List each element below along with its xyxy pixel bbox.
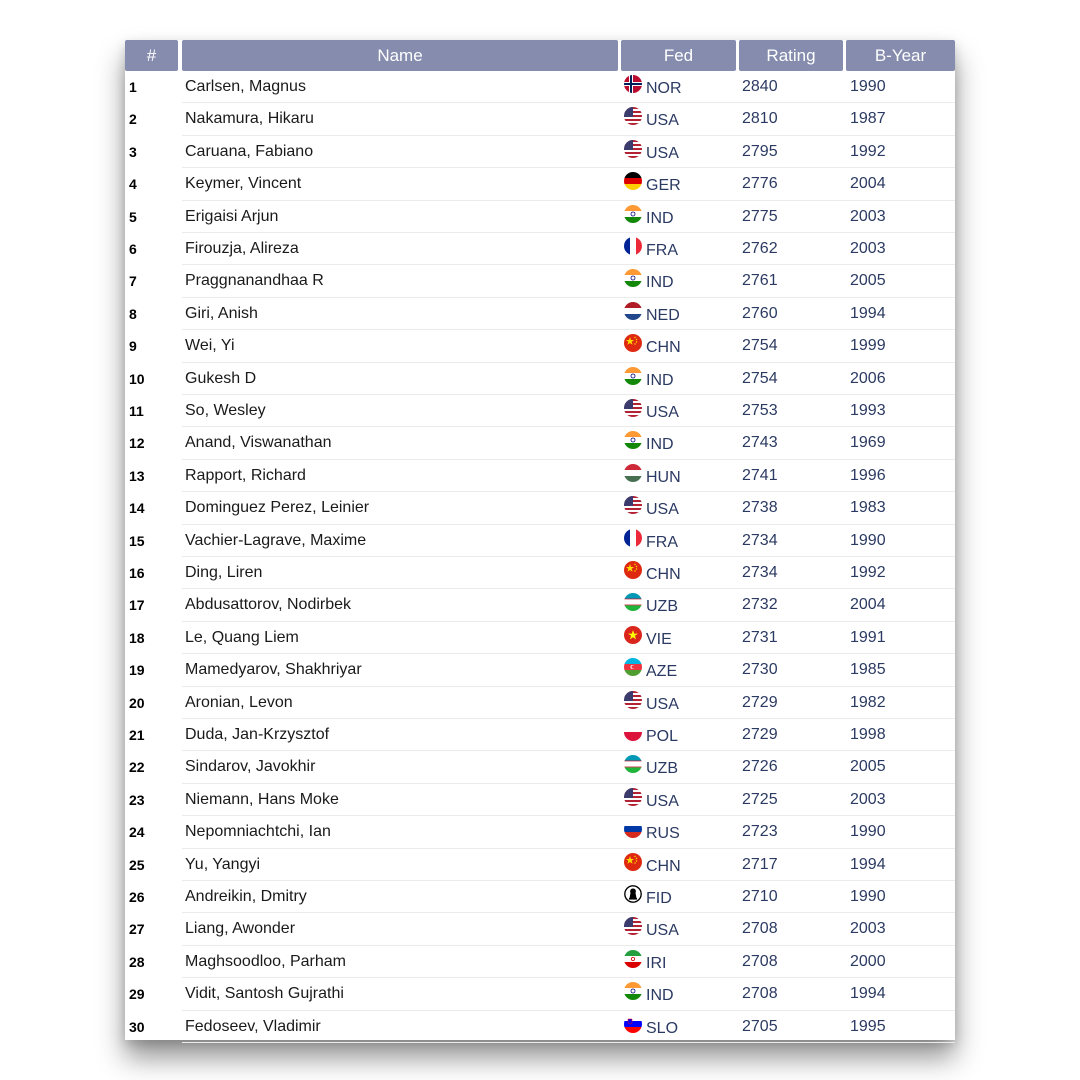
birth-year-cell: 2003	[850, 240, 886, 257]
birth-year-cell: 1982	[850, 693, 886, 711]
player-name[interactable]: Keymer, Vincent	[185, 175, 302, 193]
table-row[interactable]	[125, 849, 955, 881]
table-row[interactable]	[125, 395, 955, 427]
india-flag-icon	[624, 269, 642, 287]
rank-cell: 6	[129, 241, 137, 257]
rank-cell: 19	[129, 662, 145, 679]
player-name[interactable]: Giri, Anish	[185, 304, 258, 322]
federation-cell	[624, 622, 672, 654]
china-flag-icon	[624, 334, 642, 352]
player-name[interactable]: Liang, Awonder	[185, 920, 296, 938]
rank-cell: 29	[129, 986, 145, 1003]
player-name[interactable]: Ding, Liren	[185, 564, 263, 581]
federation-code: RUS	[646, 825, 680, 843]
china-flag-icon	[624, 853, 642, 871]
table-row[interactable]	[125, 71, 955, 103]
player-name[interactable]: Praggnanandhaa R	[185, 272, 324, 290]
usa-flag-icon	[624, 107, 642, 125]
germany-flag-icon	[624, 172, 642, 190]
rank-cell: 25	[129, 856, 145, 873]
table-row[interactable]	[125, 687, 955, 719]
table-row[interactable]	[125, 557, 955, 589]
birth-year-cell: 1999	[850, 337, 886, 355]
header-rating[interactable]: Rating	[739, 40, 843, 71]
birth-year-cell: 2000	[850, 952, 886, 970]
federation-cell	[624, 784, 679, 816]
player-name[interactable]: Yu, Yangyi	[185, 855, 261, 873]
player-name[interactable]: Nepomniachtchi, Ian	[185, 823, 331, 841]
federation-cell	[624, 913, 679, 945]
federation-cell	[624, 330, 681, 362]
rank-cell: 9	[129, 338, 137, 355]
rating-cell: 2762	[742, 240, 778, 257]
rating-cell: 2717	[742, 855, 778, 873]
table-row[interactable]	[125, 427, 955, 459]
birth-year-cell: 1985	[850, 661, 886, 679]
table-row[interactable]	[125, 784, 955, 816]
federation-cell	[624, 136, 679, 168]
usa-flag-icon	[624, 399, 642, 417]
federation-cell	[624, 946, 666, 978]
table-row[interactable]	[125, 168, 955, 200]
table-row[interactable]	[125, 622, 955, 654]
row-divider	[182, 1042, 955, 1043]
federation-cell	[624, 265, 674, 297]
table-row[interactable]	[125, 525, 955, 557]
rank-cell: 14	[129, 500, 145, 517]
federation-cell	[624, 654, 677, 686]
birth-year-cell: 2006	[850, 369, 886, 387]
player-name[interactable]: So, Wesley	[185, 402, 266, 419]
birth-year-cell: 1994	[850, 304, 886, 322]
rating-cell: 2754	[742, 337, 778, 355]
federation-code: UZB	[646, 760, 678, 778]
usa-flag-icon	[624, 788, 642, 806]
birth-year-cell: 1983	[850, 499, 886, 517]
rating-cell: 2743	[742, 434, 778, 452]
rating-cell: 2795	[742, 142, 778, 160]
federation-cell	[624, 460, 681, 492]
federation-cell	[624, 71, 682, 103]
rank-cell: 15	[129, 532, 145, 549]
player-name[interactable]: Aronian, Levon	[185, 693, 293, 711]
rating-cell: 2723	[742, 823, 778, 841]
uzbekistan-flag-icon	[624, 755, 642, 773]
birth-year-cell: 2005	[850, 272, 886, 290]
birth-year-cell: 1991	[850, 628, 886, 646]
federation-cell	[624, 525, 678, 557]
rating-cell: 2708	[742, 952, 778, 970]
birth-year-cell: 1994	[850, 855, 886, 873]
usa-flag-icon	[624, 917, 642, 935]
table-row[interactable]	[125, 298, 955, 330]
birth-year-cell: 2003	[850, 790, 886, 808]
india-flag-icon	[624, 367, 642, 385]
rank-cell: 8	[129, 305, 137, 322]
player-name[interactable]: Caruana, Fabiano	[185, 142, 314, 160]
slovenia-flag-icon	[624, 1015, 642, 1033]
rank-cell: 11	[129, 403, 144, 419]
rating-cell: 2738	[742, 499, 778, 517]
rank-cell: 20	[129, 694, 145, 711]
rating-cell: 2726	[742, 758, 778, 776]
rank-cell: 7	[129, 273, 137, 290]
rating-cell: 2730	[742, 661, 778, 679]
table-row[interactable]	[125, 492, 955, 524]
federation-code: NED	[646, 306, 680, 324]
birth-year-cell: 1992	[850, 564, 886, 581]
birth-year-cell: 1987	[850, 110, 886, 128]
federation-code: FRA	[646, 533, 678, 551]
federation-code: IND	[646, 274, 674, 292]
federation-code: AZE	[646, 663, 678, 681]
header-name[interactable]: Name	[182, 40, 618, 71]
player-name[interactable]: Abdusattorov, Nodirbek	[185, 596, 352, 614]
rating-cell: 2776	[742, 175, 778, 193]
player-name[interactable]: Anand, Viswanathan	[185, 434, 332, 452]
rank-cell: 10	[129, 370, 145, 387]
rank-cell: 12	[129, 435, 145, 452]
usa-flag-icon	[624, 140, 642, 158]
federation-cell	[624, 233, 678, 265]
player-name[interactable]: Nakamura, Hikaru	[185, 110, 314, 128]
india-flag-icon	[624, 982, 642, 1000]
rating-table	[125, 40, 955, 1040]
federation-code: CHN	[646, 857, 681, 875]
federation-code: IND	[646, 209, 674, 227]
federation-code: USA	[646, 144, 679, 162]
header-fed[interactable]: Fed	[621, 40, 736, 71]
russia-flag-icon	[624, 820, 642, 838]
rating-cell: 2708	[742, 920, 778, 938]
federation-code: NOR	[646, 80, 682, 97]
rating-cell: 2753	[742, 402, 778, 419]
table-row[interactable]	[125, 654, 955, 686]
federation-code: IND	[646, 987, 674, 1005]
rank-cell: 30	[129, 1018, 145, 1035]
federation-code: USA	[646, 922, 679, 940]
rank-cell: 23	[129, 791, 145, 808]
table-row[interactable]	[125, 103, 955, 135]
table-row[interactable]	[125, 816, 955, 848]
federation-code: HUN	[646, 468, 681, 486]
player-name[interactable]: Fedoseev, Vladimir	[185, 1017, 321, 1035]
birth-year-cell: 2004	[850, 596, 886, 614]
birth-year-cell: 1992	[850, 142, 886, 160]
table-row[interactable]	[125, 330, 955, 362]
federation-cell	[624, 687, 679, 719]
player-name[interactable]: Firouzja, Alireza	[185, 240, 299, 257]
federation-code: FRA	[646, 242, 678, 259]
table-row[interactable]	[125, 363, 955, 395]
birth-year-cell: 1990	[850, 823, 886, 841]
federation-code: IND	[646, 436, 674, 454]
india-flag-icon	[624, 205, 642, 223]
rating-cell: 2710	[742, 888, 778, 905]
federation-code: CHN	[646, 566, 681, 583]
table-row[interactable]	[125, 460, 955, 492]
federation-code: POL	[646, 728, 679, 745]
poland-flag-icon	[624, 723, 642, 741]
rank-cell: 13	[129, 467, 145, 484]
player-name[interactable]: Mamedyarov, Shakhriyar	[185, 661, 362, 679]
player-name[interactable]: Vidit, Santosh Gujrathi	[185, 985, 344, 1003]
federation-cell	[624, 427, 674, 459]
federation-cell	[624, 395, 679, 427]
table-row[interactable]	[125, 136, 955, 168]
rating-cell: 2840	[742, 78, 778, 95]
federation-code: USA	[646, 112, 679, 130]
table-row[interactable]	[125, 201, 955, 233]
federation-cell	[624, 557, 681, 589]
birth-year-cell: 1990	[850, 531, 886, 549]
player-name[interactable]: Le, Quang Liem	[185, 628, 299, 646]
rank-cell: 27	[129, 921, 145, 938]
china-flag-icon	[624, 561, 642, 579]
player-name[interactable]: Maghsoodloo, Parham	[185, 952, 346, 970]
federation-cell	[624, 849, 681, 881]
rating-cell: 2732	[742, 596, 778, 614]
federation-cell	[624, 492, 679, 524]
player-name[interactable]: Wei, Yi	[185, 337, 235, 355]
federation-code: USA	[646, 792, 679, 810]
player-name[interactable]: Vachier-Lagrave, Maxime	[185, 531, 367, 549]
birth-year-cell: 1995	[850, 1017, 886, 1035]
rank-cell: 4	[129, 176, 137, 193]
federation-cell	[624, 978, 674, 1010]
fide-flag-icon	[624, 885, 642, 903]
federation-code: CHN	[646, 339, 681, 357]
federation-cell	[624, 298, 680, 330]
rank-cell: 17	[129, 597, 145, 614]
birth-year-cell: 2004	[850, 175, 886, 193]
table-row[interactable]	[125, 913, 955, 945]
federation-cell	[624, 589, 678, 621]
norway-flag-icon	[624, 75, 642, 93]
azerbaijan-flag-icon	[624, 658, 642, 676]
federation-code: USA	[646, 404, 679, 421]
federation-cell	[624, 363, 674, 395]
table-row[interactable]	[125, 233, 955, 265]
france-flag-icon	[624, 237, 642, 255]
vietnam-flag-icon	[624, 626, 642, 644]
rating-cell: 2729	[742, 726, 778, 743]
federation-code: IRI	[646, 954, 667, 972]
birth-year-cell: 1998	[850, 726, 886, 743]
rank-cell: 18	[129, 629, 145, 646]
federation-cell	[624, 103, 679, 135]
federation-code: USA	[646, 501, 679, 519]
player-name[interactable]: Andreikin, Dmitry	[185, 888, 307, 905]
table-row[interactable]	[125, 265, 955, 297]
usa-flag-icon	[624, 691, 642, 709]
player-name[interactable]: Niemann, Hans Moke	[185, 790, 339, 808]
rank-cell: 16	[129, 565, 145, 581]
hungary-flag-icon	[624, 464, 642, 482]
rating-cell: 2810	[742, 110, 778, 128]
birth-year-cell: 2005	[850, 758, 886, 776]
netherlands-flag-icon	[624, 302, 642, 320]
birth-year-cell: 1996	[850, 466, 886, 484]
federation-code: IND	[646, 371, 674, 389]
birth-year-cell: 2003	[850, 920, 886, 938]
federation-cell	[624, 751, 678, 783]
federation-cell	[624, 168, 681, 200]
rank-cell: 28	[129, 953, 145, 970]
birth-year-cell: 2003	[850, 207, 886, 225]
birth-year-cell: 1994	[850, 985, 886, 1003]
iran-flag-icon	[624, 950, 642, 968]
birth-year-cell: 1993	[850, 402, 886, 419]
rank-cell: 22	[129, 759, 145, 776]
federation-cell	[624, 1011, 678, 1043]
rating-cell: 2734	[742, 531, 778, 549]
rating-cell: 2705	[742, 1017, 778, 1035]
rating-cell: 2760	[742, 304, 778, 322]
player-name[interactable]: Duda, Jan-Krzysztof	[185, 726, 330, 743]
federation-cell	[624, 881, 672, 913]
header-byear[interactable]: B-Year	[846, 40, 955, 71]
rating-cell: 2775	[742, 207, 778, 225]
rank-cell: 1	[129, 79, 137, 95]
player-name[interactable]: Dominguez Perez, Leinier	[185, 499, 370, 517]
rating-cell: 2729	[742, 693, 778, 711]
table-row[interactable]	[125, 881, 955, 913]
birth-year-cell: 1990	[850, 888, 886, 905]
rank-cell: 24	[129, 824, 145, 841]
table-row[interactable]	[125, 589, 955, 621]
table-row[interactable]	[125, 946, 955, 978]
federation-code: UZB	[646, 598, 678, 616]
table-row[interactable]	[125, 978, 955, 1010]
birth-year-cell: 1969	[850, 434, 886, 452]
usa-flag-icon	[624, 496, 642, 514]
uzbekistan-flag-icon	[624, 593, 642, 611]
rating-cell: 2761	[742, 272, 778, 290]
federation-cell	[624, 719, 678, 751]
federation-code: FID	[646, 890, 672, 907]
federation-code: SLO	[646, 1019, 679, 1037]
table-header	[125, 40, 955, 71]
federation-code: GER	[646, 177, 681, 195]
rating-cell: 2731	[742, 628, 778, 646]
rank-cell: 21	[129, 727, 145, 743]
player-name[interactable]: Rapport, Richard	[185, 466, 306, 484]
rating-cell: 2754	[742, 369, 778, 387]
table-row[interactable]	[125, 1011, 955, 1043]
rating-cell: 2708	[742, 985, 778, 1003]
header-rank[interactable]: #	[125, 40, 178, 71]
federation-code: VIE	[646, 630, 672, 648]
rank-cell: 2	[129, 111, 137, 128]
player-name[interactable]: Gukesh D	[185, 369, 257, 387]
rank-cell: 3	[129, 143, 137, 160]
birth-year-cell: 1990	[850, 78, 886, 95]
player-name[interactable]: Carlsen, Magnus	[185, 78, 306, 95]
rank-cell: 5	[129, 208, 137, 225]
table-row[interactable]	[125, 719, 955, 751]
federation-cell	[624, 201, 674, 233]
rating-cell: 2741	[742, 466, 778, 484]
player-name[interactable]: Erigaisi Arjun	[185, 207, 279, 225]
rank-cell: 26	[129, 889, 145, 905]
rating-cell: 2734	[742, 564, 778, 581]
india-flag-icon	[624, 431, 642, 449]
federation-cell	[624, 816, 680, 848]
federation-code: USA	[646, 695, 679, 713]
player-name[interactable]: Sindarov, Javokhir	[185, 758, 316, 776]
france-flag-icon	[624, 529, 642, 547]
table-row[interactable]	[125, 751, 955, 783]
rating-cell: 2725	[742, 790, 778, 808]
